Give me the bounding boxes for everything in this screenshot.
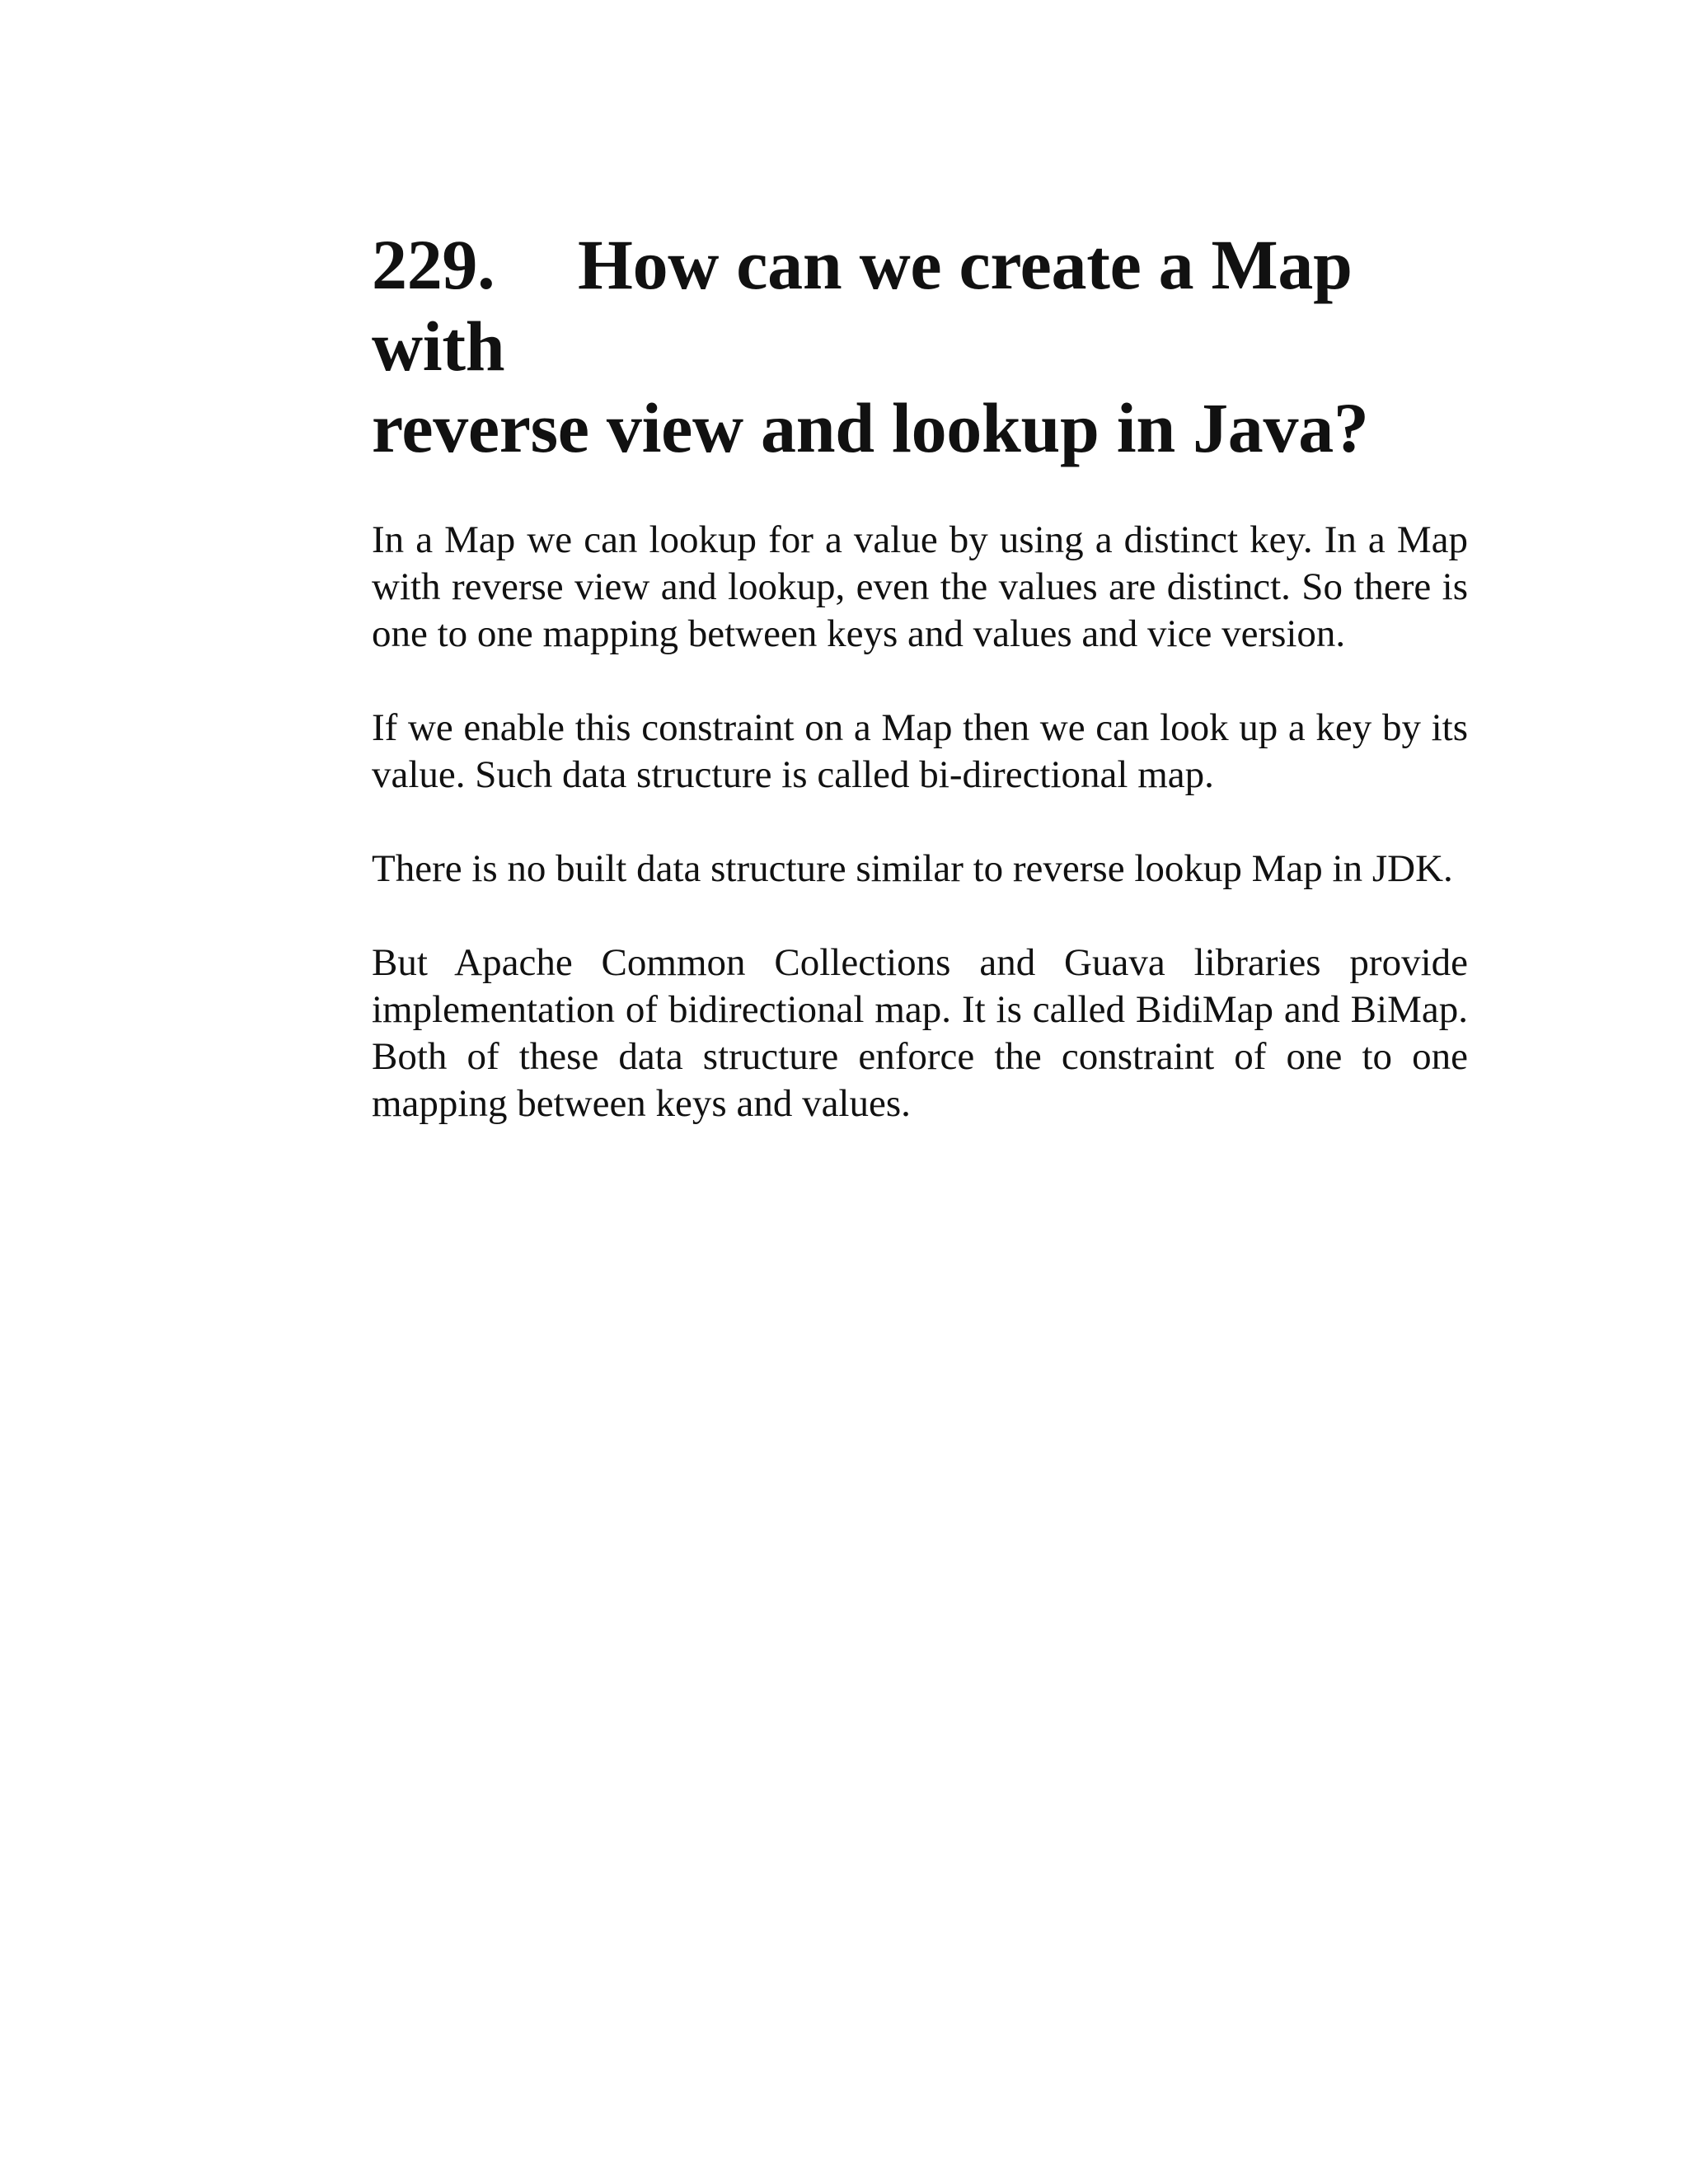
question-title-line-1: How can we create a Map with <box>372 225 1353 386</box>
answer-paragraph-3: There is no built data structure similar to reverse lookup Map in JDK. <box>372 847 1453 890</box>
page-content <box>372 224 1468 1127</box>
answer-paragraph-4: But Apache Common Collections and Guava libraries provide implementation of bidirectional map. It is called BidiMap and BiMap. Both of these data structure enforce the constraint of one to one mapping between keys and values. <box>372 941 1468 1125</box>
question-number: 229. <box>372 225 495 304</box>
answer-paragraph-1: In a Map we can lookup for a value by using a distinct key. In a Map with reverse view and lookup, even the values are distinct. So there is one to one mapping between keys and values and vice version. <box>372 518 1468 655</box>
question-title-line-2: reverse view and lookup in Java? <box>372 388 1369 467</box>
answer-paragraph-2: If we enable this constraint on a Map then we can look up a key by its value. Such data structure is called bi-directional map. <box>372 706 1468 796</box>
question-heading <box>372 224 1468 469</box>
